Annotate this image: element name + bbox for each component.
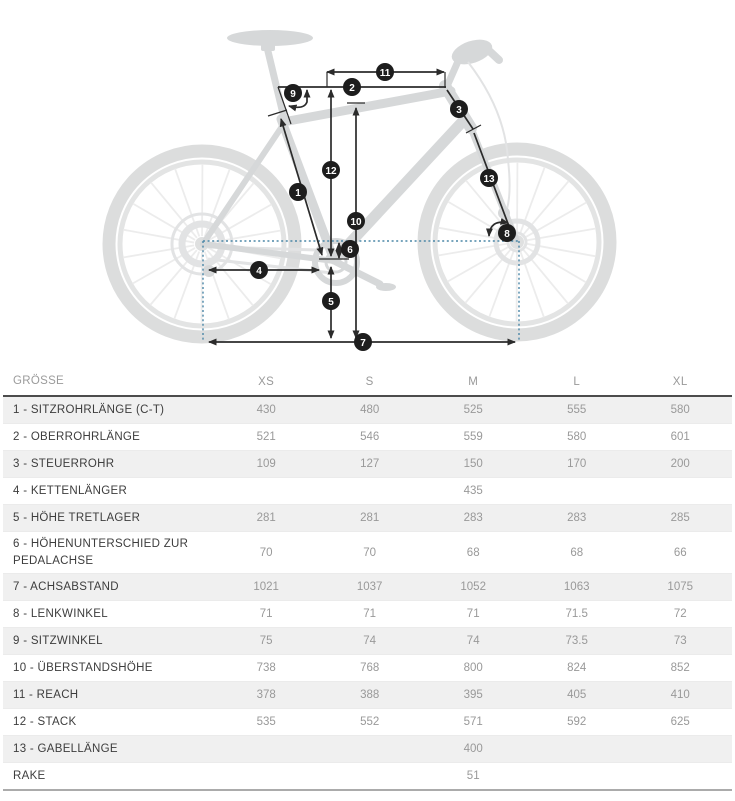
size-col-header-xs: XS	[258, 375, 275, 388]
row-value: 738	[256, 662, 276, 675]
row-value: 625	[670, 716, 690, 729]
svg-text:3: 3	[456, 105, 462, 116]
row-label: 10 - ÜBERSTANDSHÖHE	[13, 662, 153, 674]
row-value: 601	[670, 431, 690, 443]
row-value: 150	[463, 458, 483, 470]
callout-3	[450, 100, 468, 118]
callout-9	[284, 84, 302, 102]
row-value: 800	[463, 662, 483, 675]
row-value: 559	[463, 431, 483, 443]
row-value: 71	[466, 608, 480, 621]
row-value: 1021	[253, 581, 279, 594]
table-row	[3, 682, 732, 709]
row-value: 71.5	[565, 608, 588, 621]
callout-11	[376, 63, 394, 81]
svg-text:12: 12	[325, 166, 337, 177]
table-row	[3, 628, 732, 655]
bicycle-silhouette	[109, 30, 610, 337]
row-value: 580	[670, 404, 690, 416]
callout-1	[289, 183, 307, 201]
row-label: 8 - LENKWINKEL	[13, 608, 108, 620]
row-value: 552	[360, 716, 380, 729]
table-row	[3, 655, 732, 682]
callout-8	[498, 224, 516, 242]
row-value: 395	[463, 689, 483, 702]
callout-4	[250, 261, 268, 279]
row-value: 109	[256, 458, 276, 470]
table-row	[3, 478, 732, 505]
row-value: 127	[360, 458, 380, 470]
row-value: 285	[670, 512, 690, 524]
svg-text:6: 6	[347, 245, 353, 256]
svg-text:7: 7	[360, 338, 366, 349]
row-value: 521	[256, 431, 276, 443]
row-value: 430	[256, 404, 276, 416]
row-value: 525	[463, 404, 483, 416]
row-value: 70	[259, 546, 273, 559]
row-value: 74	[363, 635, 377, 648]
row-value: 72	[673, 608, 687, 621]
row-value: 71	[363, 608, 377, 621]
row-value: 571	[463, 716, 483, 729]
row-value: 852	[670, 662, 690, 675]
row-value: 73.5	[565, 635, 588, 648]
row-value: 768	[360, 662, 380, 675]
row-label: 3 - STEUERROHR	[13, 457, 115, 470]
row-value: 1052	[460, 581, 486, 594]
callout-2	[343, 78, 361, 96]
row-label: 12 - STACK	[13, 716, 77, 728]
svg-text:2: 2	[349, 83, 355, 94]
svg-text:8: 8	[504, 229, 510, 240]
row-value: 68	[570, 546, 584, 559]
table-row	[3, 601, 732, 628]
row-label: 5 - HÖHE TRETLAGER	[13, 511, 141, 524]
row-value: 51	[466, 770, 480, 783]
svg-text:11: 11	[379, 68, 391, 79]
row-value: 535	[256, 716, 276, 729]
row-value: 480	[360, 404, 380, 416]
row-value: 200	[670, 458, 690, 470]
size-col-header-s: S	[365, 375, 374, 388]
dimension-lines	[209, 72, 515, 342]
callout-12	[322, 161, 340, 179]
row-value: 580	[567, 431, 587, 443]
row-value: 283	[567, 512, 587, 524]
table-row	[3, 532, 732, 574]
row-label: 1 - SITZROHRLÄNGE (C-T)	[13, 403, 165, 416]
row-value: 388	[360, 689, 380, 702]
size-col-header-xl: XL	[672, 375, 688, 388]
row-value: 592	[567, 716, 587, 729]
callout-6	[341, 240, 359, 258]
row-label: 2 - OBERROHRLÄNGE	[13, 430, 141, 443]
row-value: 73	[673, 635, 687, 648]
svg-text:13: 13	[483, 174, 495, 185]
table-row	[3, 397, 732, 424]
row-value: 281	[360, 512, 380, 524]
row-value: 435	[463, 485, 483, 497]
table-row	[3, 709, 732, 736]
size-col-header-m: M	[468, 375, 479, 388]
callout-7	[354, 333, 372, 351]
size-col-header-l: L	[573, 375, 581, 388]
row-value: 546	[360, 431, 380, 443]
svg-text:5: 5	[328, 297, 334, 308]
geometry-table	[3, 368, 732, 791]
row-value: 71	[259, 608, 273, 621]
row-label: 7 - ACHSABSTAND	[13, 581, 119, 593]
row-value: 400	[463, 743, 483, 756]
row-value: 1075	[667, 581, 694, 594]
callout-5	[322, 292, 340, 310]
svg-text:4: 4	[256, 266, 262, 277]
svg-text:10: 10	[350, 217, 362, 228]
rear-derailleur	[203, 265, 215, 277]
row-label: 13 - GABELLÄNGE	[13, 743, 118, 755]
row-label: 11 - REACH	[13, 689, 79, 701]
table-row	[3, 574, 732, 601]
table-row	[3, 736, 732, 763]
row-value: 1037	[356, 581, 383, 594]
table-row	[3, 424, 732, 451]
table-row	[3, 451, 732, 478]
svg-text:9: 9	[290, 89, 296, 100]
row-label: 9 - SITZWINKEL	[13, 635, 103, 647]
row-value: 824	[567, 662, 587, 675]
row-label: RAKE	[13, 770, 46, 782]
table-row	[3, 505, 732, 532]
row-label: 6 - HÖHENUNTERSCHIED ZUR PEDALACHSE	[13, 538, 189, 567]
row-value: 74	[466, 635, 480, 648]
row-value: 283	[463, 512, 483, 524]
row-value: 70	[363, 546, 377, 559]
row-value: 555	[567, 404, 587, 416]
size-header-label: GRÖSSE	[13, 375, 65, 388]
row-value: 68	[466, 546, 480, 559]
callout-10	[347, 212, 365, 230]
row-value: 378	[256, 689, 276, 702]
callout-13	[480, 169, 498, 187]
svg-text:1: 1	[295, 188, 301, 199]
row-label: 4 - KETTENLÄNGER	[13, 484, 128, 497]
bike-geometry-diagram	[0, 0, 735, 365]
table-header-row	[3, 368, 732, 397]
row-value: 405	[567, 689, 587, 702]
row-value: 75	[259, 635, 273, 648]
table-row	[3, 763, 732, 789]
row-value: 1063	[563, 581, 590, 594]
saddle	[227, 30, 313, 51]
row-value: 170	[567, 458, 587, 470]
row-value: 281	[256, 512, 276, 524]
row-value: 66	[673, 546, 687, 559]
row-value: 410	[670, 689, 690, 702]
